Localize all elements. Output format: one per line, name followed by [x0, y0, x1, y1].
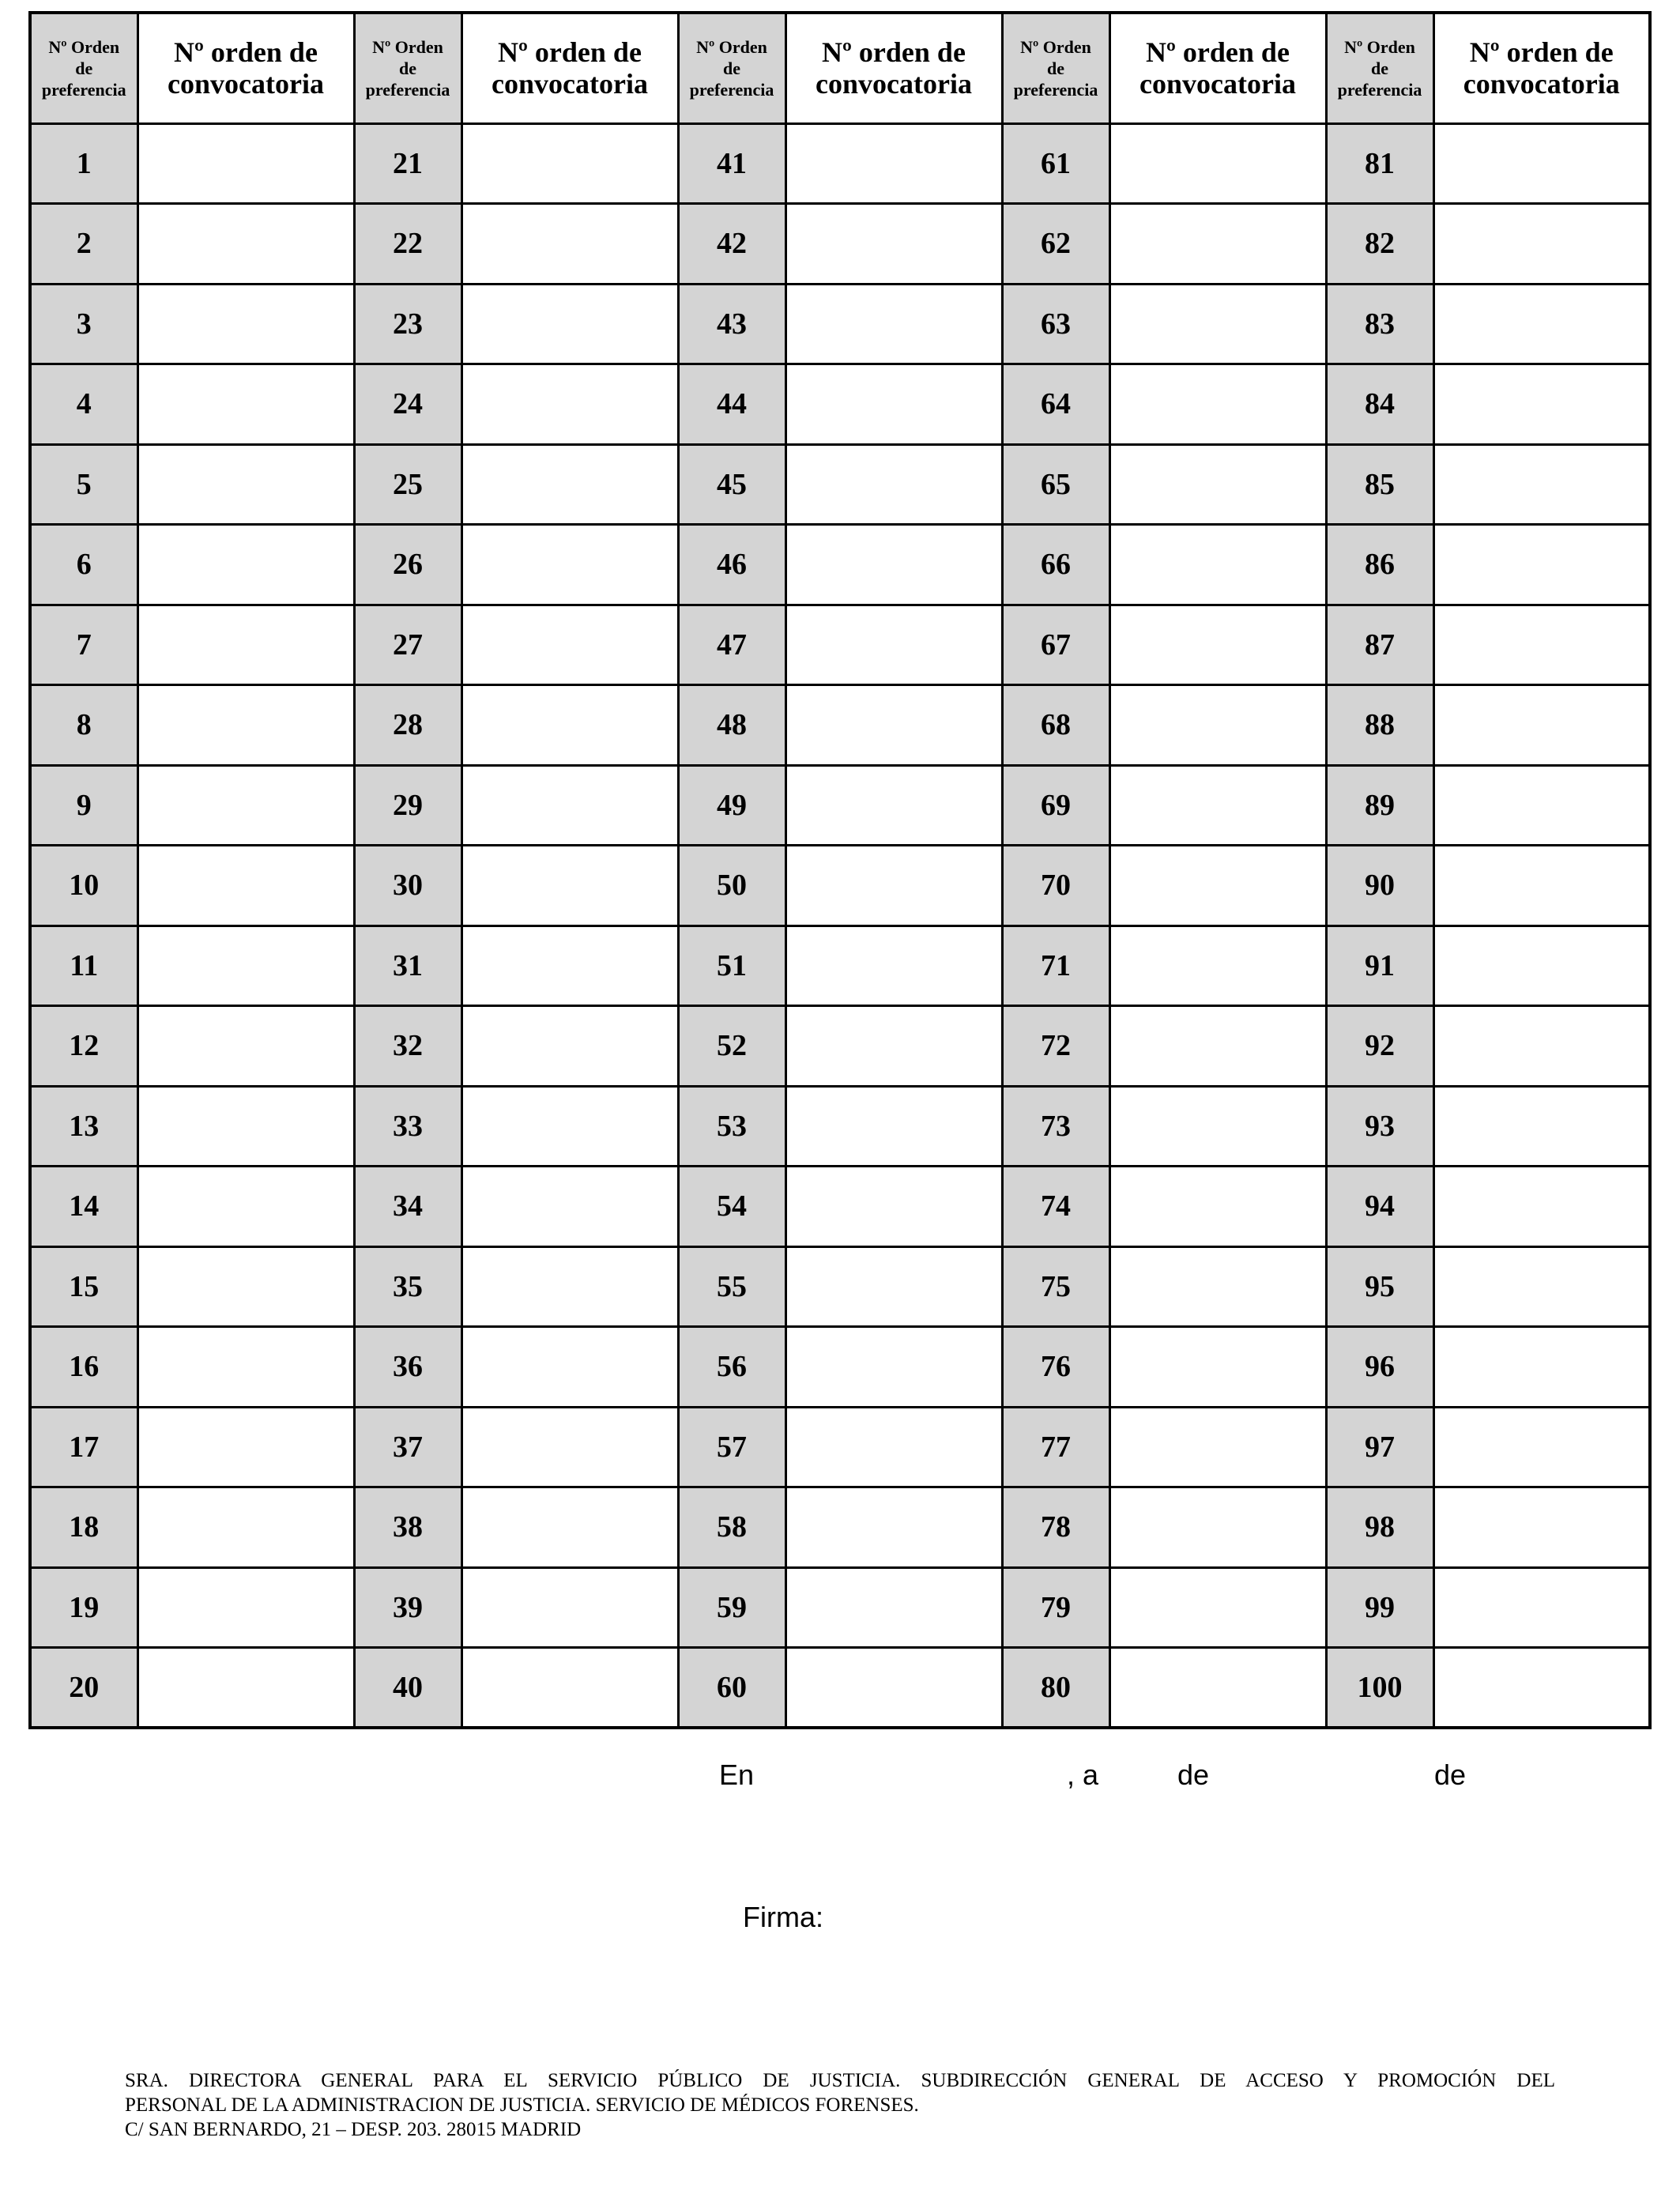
conv-order-header — [461, 13, 678, 123]
pref-number-cell: 66 — [1002, 525, 1109, 605]
convocatoria-entry-cell[interactable] — [1433, 1648, 1650, 1728]
pref-number-cell: 9 — [30, 765, 137, 846]
convocatoria-entry-cell[interactable] — [1433, 1086, 1650, 1167]
pref-number-cell: 3 — [30, 284, 137, 364]
table-row — [30, 1487, 1650, 1568]
convocatoria-entry-cell[interactable] — [137, 846, 354, 926]
convocatoria-entry-cell[interactable] — [461, 1567, 678, 1648]
pref-number-cell: 46 — [678, 525, 785, 605]
table-row — [30, 765, 1650, 846]
convocatoria-entry-cell[interactable] — [785, 284, 1002, 364]
pref-number-cell: 96 — [1326, 1327, 1433, 1408]
convocatoria-entry-cell[interactable] — [461, 1487, 678, 1568]
pref-number-cell: 19 — [30, 1567, 137, 1648]
convocatoria-entry-cell[interactable] — [137, 1327, 354, 1408]
header-line: preferencia — [1013, 79, 1098, 100]
convocatoria-entry-cell[interactable] — [1109, 685, 1326, 766]
table-row — [30, 444, 1650, 525]
pref-number-cell: 38 — [354, 1487, 461, 1568]
pref-number-cell: 97 — [1326, 1407, 1433, 1487]
convocatoria-entry-cell[interactable] — [785, 364, 1002, 445]
pref-number-cell: 1 — [30, 123, 137, 204]
convocatoria-entry-cell[interactable] — [137, 123, 354, 204]
table-row — [30, 1167, 1650, 1247]
convocatoria-entry-cell[interactable] — [461, 605, 678, 685]
pref-number-cell: 94 — [1326, 1167, 1433, 1247]
convocatoria-entry-cell[interactable] — [1109, 284, 1326, 364]
convocatoria-entry-cell[interactable] — [1433, 685, 1650, 766]
header-line: Nº orden de — [1146, 36, 1290, 69]
header-line: convocatoria — [816, 68, 972, 100]
year-label: de — [1434, 1759, 1467, 1791]
convocatoria-entry-cell[interactable] — [785, 685, 1002, 766]
pref-number-cell: 49 — [678, 765, 785, 846]
pref-number-cell: 12 — [30, 1006, 137, 1087]
convocatoria-entry-cell[interactable] — [461, 364, 678, 445]
pref-number-cell: 59 — [678, 1567, 785, 1648]
convocatoria-entry-cell[interactable] — [1433, 846, 1650, 926]
convocatoria-entry-cell[interactable] — [137, 1487, 354, 1568]
month-label: de — [1177, 1759, 1210, 1791]
table-row — [30, 1086, 1650, 1167]
header-line: Nº Orden — [696, 36, 767, 57]
preference-table — [28, 11, 1652, 1729]
pref-number-cell: 29 — [354, 765, 461, 846]
pref-number-cell: 91 — [1326, 925, 1433, 1006]
pref-number-cell: 30 — [354, 846, 461, 926]
convocatoria-entry-cell[interactable] — [461, 123, 678, 204]
convocatoria-entry-cell[interactable] — [1109, 1167, 1326, 1247]
pref-number-cell: 79 — [1002, 1567, 1109, 1648]
convocatoria-entry-cell[interactable] — [1109, 1407, 1326, 1487]
convocatoria-entry-cell[interactable] — [461, 925, 678, 1006]
table-row — [30, 284, 1650, 364]
convocatoria-entry-cell[interactable] — [461, 284, 678, 364]
convocatoria-entry-cell[interactable] — [785, 1487, 1002, 1568]
pref-number-cell: 75 — [1002, 1246, 1109, 1327]
pref-number-cell: 54 — [678, 1167, 785, 1247]
pref-number-cell: 39 — [354, 1567, 461, 1648]
pref-number-cell: 62 — [1002, 204, 1109, 285]
header-line: preferencia — [41, 79, 126, 100]
convocatoria-entry-cell[interactable] — [1109, 123, 1326, 204]
pref-number-cell: 51 — [678, 925, 785, 1006]
convocatoria-entry-cell[interactable] — [137, 364, 354, 445]
pref-number-cell: 61 — [1002, 123, 1109, 204]
convocatoria-entry-cell[interactable] — [137, 1086, 354, 1167]
convocatoria-entry-cell[interactable] — [1433, 925, 1650, 1006]
pref-number-cell: 13 — [30, 1086, 137, 1167]
header-line: de — [723, 58, 740, 78]
table-row — [30, 204, 1650, 285]
pref-number-cell: 37 — [354, 1407, 461, 1487]
convocatoria-entry-cell[interactable] — [785, 1327, 1002, 1408]
pref-number-cell: 85 — [1326, 444, 1433, 525]
pref-number-cell: 45 — [678, 444, 785, 525]
pref-number-cell: 21 — [354, 123, 461, 204]
convocatoria-entry-cell[interactable] — [785, 1648, 1002, 1728]
pref-number-cell: 93 — [1326, 1086, 1433, 1167]
pref-number-cell: 32 — [354, 1006, 461, 1087]
pref-order-header — [354, 13, 461, 123]
pref-number-cell: 28 — [354, 685, 461, 766]
pref-number-cell: 67 — [1002, 605, 1109, 685]
convocatoria-entry-cell[interactable] — [1433, 204, 1650, 285]
table-row — [30, 525, 1650, 605]
pref-number-cell: 4 — [30, 364, 137, 445]
convocatoria-entry-cell[interactable] — [785, 1407, 1002, 1487]
convocatoria-entry-cell[interactable] — [461, 685, 678, 766]
pref-number-cell: 6 — [30, 525, 137, 605]
convocatoria-entry-cell[interactable] — [785, 1167, 1002, 1247]
convocatoria-entry-cell[interactable] — [137, 1567, 354, 1648]
table-row — [30, 1246, 1650, 1327]
pref-order-header — [1326, 13, 1433, 123]
footer-address — [125, 2068, 1555, 2142]
header-line: Nº Orden — [1020, 36, 1091, 57]
convocatoria-entry-cell[interactable] — [137, 1167, 354, 1247]
convocatoria-entry-cell[interactable] — [1109, 364, 1326, 445]
convocatoria-entry-cell[interactable] — [1109, 1648, 1326, 1728]
convocatoria-entry-cell[interactable] — [1109, 1327, 1326, 1408]
pref-number-cell: 31 — [354, 925, 461, 1006]
convocatoria-entry-cell[interactable] — [137, 444, 354, 525]
pref-number-cell: 68 — [1002, 685, 1109, 766]
pref-number-cell: 87 — [1326, 605, 1433, 685]
pref-number-cell: 20 — [30, 1648, 137, 1728]
convocatoria-entry-cell[interactable] — [137, 605, 354, 685]
pref-number-cell: 99 — [1326, 1567, 1433, 1648]
pref-number-cell: 24 — [354, 364, 461, 445]
header-line: Nº Orden — [372, 36, 443, 57]
convocatoria-entry-cell[interactable] — [1109, 1567, 1326, 1648]
pref-number-cell: 22 — [354, 204, 461, 285]
convocatoria-entry-cell[interactable] — [1109, 1487, 1326, 1568]
pref-number-cell: 36 — [354, 1327, 461, 1408]
convocatoria-entry-cell[interactable] — [461, 765, 678, 846]
table-row — [30, 925, 1650, 1006]
convocatoria-entry-cell[interactable] — [461, 1246, 678, 1327]
table-row — [30, 685, 1650, 766]
table-row — [30, 846, 1650, 926]
convocatoria-entry-cell[interactable] — [785, 925, 1002, 1006]
pref-number-cell: 42 — [678, 204, 785, 285]
pref-number-cell: 89 — [1326, 765, 1433, 846]
pref-number-cell: 53 — [678, 1086, 785, 1167]
pref-number-cell: 64 — [1002, 364, 1109, 445]
table-row — [30, 1648, 1650, 1728]
convocatoria-entry-cell[interactable] — [785, 846, 1002, 926]
pref-number-cell: 5 — [30, 444, 137, 525]
pref-number-cell: 23 — [354, 284, 461, 364]
header-line: de — [75, 58, 93, 78]
convocatoria-entry-cell[interactable] — [1109, 846, 1326, 926]
header-line: de — [1371, 58, 1388, 78]
pref-number-cell: 10 — [30, 846, 137, 926]
table-row — [30, 364, 1650, 445]
pref-number-cell: 27 — [354, 605, 461, 685]
pref-number-cell: 84 — [1326, 364, 1433, 445]
table-row — [30, 1327, 1650, 1408]
pref-number-cell: 34 — [354, 1167, 461, 1247]
pref-number-cell: 26 — [354, 525, 461, 605]
convocatoria-entry-cell[interactable] — [1433, 1487, 1650, 1568]
pref-number-cell: 98 — [1326, 1487, 1433, 1568]
conv-order-header — [1433, 13, 1650, 123]
pref-number-cell: 56 — [678, 1327, 785, 1408]
convocatoria-entry-cell[interactable] — [785, 605, 1002, 685]
header-line: preferencia — [365, 79, 450, 100]
pref-number-cell: 40 — [354, 1648, 461, 1728]
table-row — [30, 1006, 1650, 1087]
pref-number-cell: 43 — [678, 284, 785, 364]
convocatoria-entry-cell[interactable] — [137, 685, 354, 766]
pref-number-cell: 80 — [1002, 1648, 1109, 1728]
convocatoria-entry-cell[interactable] — [137, 525, 354, 605]
pref-number-cell: 11 — [30, 925, 137, 1006]
header-line: convocatoria — [1139, 68, 1296, 100]
pref-number-cell: 25 — [354, 444, 461, 525]
pref-number-cell: 15 — [30, 1246, 137, 1327]
convocatoria-entry-cell[interactable] — [137, 765, 354, 846]
pref-number-cell: 18 — [30, 1487, 137, 1568]
convocatoria-entry-cell[interactable] — [1109, 1006, 1326, 1087]
pref-number-cell: 14 — [30, 1167, 137, 1247]
convocatoria-entry-cell[interactable] — [785, 444, 1002, 525]
convocatoria-entry-cell[interactable] — [1109, 444, 1326, 525]
signature-label: Firma: — [743, 1901, 823, 1933]
pref-number-cell: 71 — [1002, 925, 1109, 1006]
header-line: preferencia — [689, 79, 774, 100]
footer-line: SRA. DIRECTORA GENERAL PARA EL SERVICIO PÚBLICO DE JUSTICIA. SUBDIRECCIÓN GENERAL DE ACCESO Y PROMOCIÓN DEL — [125, 2070, 1555, 2091]
convocatoria-entry-cell[interactable] — [137, 1407, 354, 1487]
pref-number-cell: 81 — [1326, 123, 1433, 204]
pref-order-header — [678, 13, 785, 123]
pref-number-cell: 100 — [1326, 1648, 1433, 1728]
pref-number-cell: 77 — [1002, 1407, 1109, 1487]
convocatoria-entry-cell[interactable] — [461, 204, 678, 285]
convocatoria-entry-cell[interactable] — [137, 204, 354, 285]
convocatoria-entry-cell[interactable] — [1433, 1246, 1650, 1327]
convocatoria-entry-cell[interactable] — [461, 444, 678, 525]
convocatoria-entry-cell[interactable] — [1433, 284, 1650, 364]
pref-number-cell: 57 — [678, 1407, 785, 1487]
pref-number-cell: 16 — [30, 1327, 137, 1408]
convocatoria-entry-cell[interactable] — [1109, 1246, 1326, 1327]
header-line: Nº orden de — [822, 36, 966, 69]
convocatoria-entry-cell[interactable] — [1433, 1327, 1650, 1408]
convocatoria-entry-cell[interactable] — [1433, 364, 1650, 445]
table-row — [30, 123, 1650, 204]
pref-number-cell: 63 — [1002, 284, 1109, 364]
pref-number-cell: 86 — [1326, 525, 1433, 605]
header-line: convocatoria — [168, 68, 324, 100]
conv-order-header — [137, 13, 354, 123]
pref-number-cell: 8 — [30, 685, 137, 766]
table-row — [30, 1407, 1650, 1487]
convocatoria-entry-cell[interactable] — [461, 1648, 678, 1728]
convocatoria-entry-cell[interactable] — [1433, 525, 1650, 605]
pref-number-cell: 7 — [30, 605, 137, 685]
pref-number-cell: 55 — [678, 1246, 785, 1327]
convocatoria-entry-cell[interactable] — [1433, 765, 1650, 846]
pref-number-cell: 95 — [1326, 1246, 1433, 1327]
pref-number-cell: 41 — [678, 123, 785, 204]
pref-number-cell: 92 — [1326, 1006, 1433, 1087]
pref-number-cell: 48 — [678, 685, 785, 766]
convocatoria-entry-cell[interactable] — [461, 1006, 678, 1087]
pref-number-cell: 60 — [678, 1648, 785, 1728]
convocatoria-entry-cell[interactable] — [1109, 925, 1326, 1006]
header-line: Nº orden de — [174, 36, 318, 69]
convocatoria-entry-cell[interactable] — [137, 1006, 354, 1087]
header-line: convocatoria — [492, 68, 648, 100]
convocatoria-entry-cell[interactable] — [461, 1327, 678, 1408]
pref-number-cell: 78 — [1002, 1487, 1109, 1568]
pref-number-cell: 76 — [1002, 1327, 1109, 1408]
pref-number-cell: 47 — [678, 605, 785, 685]
convocatoria-entry-cell[interactable] — [1109, 765, 1326, 846]
pref-number-cell: 69 — [1002, 765, 1109, 846]
convocatoria-entry-cell[interactable] — [137, 1246, 354, 1327]
convocatoria-entry-cell[interactable] — [137, 284, 354, 364]
header-line: convocatoria — [1463, 68, 1620, 100]
convocatoria-entry-cell[interactable] — [461, 846, 678, 926]
table-body — [30, 123, 1650, 1728]
convocatoria-entry-cell[interactable] — [1109, 204, 1326, 285]
table-row — [30, 1567, 1650, 1648]
convocatoria-entry-cell[interactable] — [1433, 1567, 1650, 1648]
convocatoria-entry-cell[interactable] — [461, 1086, 678, 1167]
pref-number-cell: 65 — [1002, 444, 1109, 525]
convocatoria-entry-cell[interactable] — [1433, 1006, 1650, 1087]
convocatoria-entry-cell[interactable] — [1433, 605, 1650, 685]
pref-number-cell: 44 — [678, 364, 785, 445]
convocatoria-entry-cell[interactable] — [1109, 605, 1326, 685]
convocatoria-entry-cell[interactable] — [461, 525, 678, 605]
conv-order-header — [1109, 13, 1326, 123]
convocatoria-entry-cell[interactable] — [785, 1246, 1002, 1327]
convocatoria-entry-cell[interactable] — [1433, 1407, 1650, 1487]
convocatoria-entry-cell[interactable] — [785, 1567, 1002, 1648]
convocatoria-entry-cell[interactable] — [1433, 444, 1650, 525]
pref-number-cell: 52 — [678, 1006, 785, 1087]
convocatoria-entry-cell[interactable] — [785, 525, 1002, 605]
convocatoria-entry-cell[interactable] — [1433, 1167, 1650, 1247]
convocatoria-entry-cell[interactable] — [1109, 525, 1326, 605]
pref-number-cell: 72 — [1002, 1006, 1109, 1087]
day-label: , a — [1067, 1759, 1099, 1791]
convocatoria-entry-cell[interactable] — [1109, 1086, 1326, 1167]
pref-number-cell: 74 — [1002, 1167, 1109, 1247]
header-line: preferencia — [1337, 79, 1422, 100]
pref-number-cell: 35 — [354, 1246, 461, 1327]
pref-order-header — [1002, 13, 1109, 123]
convocatoria-entry-cell[interactable] — [461, 1167, 678, 1247]
convocatoria-entry-cell[interactable] — [785, 765, 1002, 846]
pref-number-cell: 88 — [1326, 685, 1433, 766]
pref-number-cell: 17 — [30, 1407, 137, 1487]
pref-number-cell: 73 — [1002, 1086, 1109, 1167]
place-label: En — [719, 1759, 755, 1791]
convocatoria-entry-cell[interactable] — [785, 1086, 1002, 1167]
pref-number-cell: 50 — [678, 846, 785, 926]
convocatoria-entry-cell[interactable] — [785, 204, 1002, 285]
header-line: Nº orden de — [498, 36, 642, 69]
table-row — [30, 605, 1650, 685]
pref-number-cell: 33 — [354, 1086, 461, 1167]
header-line: de — [399, 58, 416, 78]
footer-line: PERSONAL DE LA ADMINISTRACION DE JUSTICIA. SERVICIO DE MÉDICOS FORENSES. — [125, 2094, 919, 2116]
pref-number-cell: 90 — [1326, 846, 1433, 926]
pref-number-cell: 83 — [1326, 284, 1433, 364]
pref-number-cell: 70 — [1002, 846, 1109, 926]
header-line: Nº Orden — [48, 36, 120, 57]
convocatoria-entry-cell[interactable] — [137, 1648, 354, 1728]
header-line: Nº Orden — [1344, 36, 1415, 57]
header-line: Nº orden de — [1469, 36, 1614, 69]
table-header-row — [30, 13, 1650, 123]
pref-number-cell: 58 — [678, 1487, 785, 1568]
convocatoria-entry-cell[interactable] — [1433, 123, 1650, 204]
pref-number-cell: 2 — [30, 204, 137, 285]
conv-order-header — [785, 13, 1002, 123]
header-line: de — [1047, 58, 1064, 78]
pref-number-cell: 82 — [1326, 204, 1433, 285]
pref-order-header — [30, 13, 137, 123]
convocatoria-entry-cell[interactable] — [785, 123, 1002, 204]
convocatoria-entry-cell[interactable] — [137, 925, 354, 1006]
footer-line: C/ SAN BERNARDO, 21 – DESP. 203. 28015 MADRID — [125, 2119, 582, 2140]
convocatoria-entry-cell[interactable] — [461, 1407, 678, 1487]
convocatoria-entry-cell[interactable] — [785, 1006, 1002, 1087]
